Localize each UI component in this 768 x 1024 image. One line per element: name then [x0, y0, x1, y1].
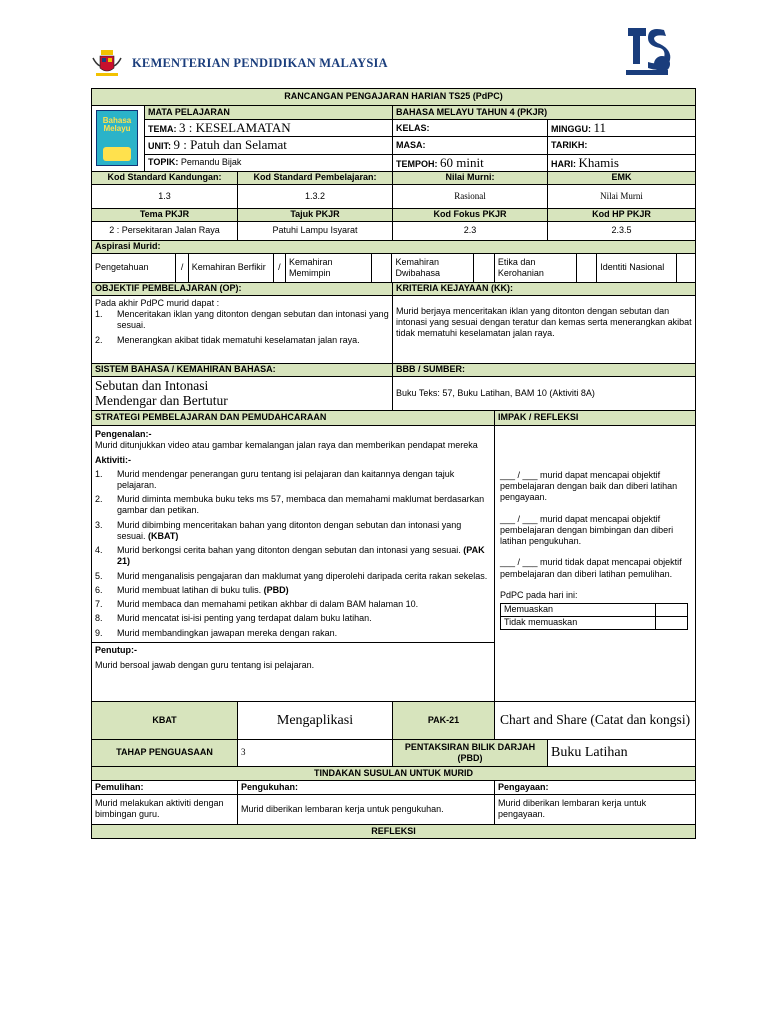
objektif-list	[95, 309, 389, 346]
pak-label: PAK-21	[393, 701, 495, 739]
tindakan-header: Pemulihan:	[92, 780, 238, 794]
aspirasi-check[interactable]	[677, 254, 695, 282]
pdpc-check[interactable]	[656, 617, 688, 630]
aktiviti-label: Aktiviti:-	[95, 455, 131, 466]
tempoh-cell	[393, 154, 548, 171]
strategi-label: STRATEGI PEMBELAJARAN DAN PEMUDAHCARAAN	[92, 410, 495, 425]
tarikh-label: TARIKH:	[548, 137, 696, 154]
sistem-line: Sebutan dan Intonasi	[95, 377, 209, 393]
tindakan-value: Murid melakukan aktiviti dengan bimbingan guru.	[92, 794, 238, 824]
impak-content	[495, 425, 696, 701]
bbb-label: BBB / SUMBER:	[393, 363, 696, 376]
hari-value: Khamis	[578, 154, 619, 170]
aspirasi-item-label: Kemahiran Memimpin	[288, 256, 333, 278]
masa-label: MASA:	[393, 137, 548, 154]
ts25-logo-icon	[620, 22, 674, 82]
impak-paragraph: ___ / ___ murid dapat mencapai objektif pembelajaran dengan baik dan diberi latihan pengayaan.	[500, 469, 678, 503]
tempoh-value: 60 minit	[440, 154, 484, 170]
pkjr-value: 2 : Persekitaran Jalan Raya	[92, 221, 238, 240]
pdpc-option: Memuaskan	[501, 604, 656, 617]
aktiviti-item: 9. Murid membandingkan jawapan mereka dengan rakan.	[95, 627, 338, 638]
kriteria-label: KRITERIA KEJAYAAN (KK):	[393, 282, 696, 295]
minggu-label: MINGGU:	[551, 124, 591, 134]
pkjr-value: 2.3	[393, 221, 548, 240]
unit-cell	[145, 137, 393, 154]
objektif-label: OBJEKTIF PEMBELAJARAN (OP):	[92, 282, 393, 295]
aspirasi-item-label: Kemahiran Dwibahasa	[395, 256, 440, 278]
minggu-value: 11	[593, 120, 607, 135]
pkjr-header: Tema PKJR	[92, 208, 238, 221]
topik-cell	[145, 154, 393, 171]
tindakan-header: Pengukuhan:	[238, 780, 495, 794]
aspirasi-check[interactable]: /	[176, 254, 188, 282]
aktiviti-list	[95, 469, 491, 639]
aktiviti-item: 7. Murid membaca dan memahami petikan akhbar di dalam BAM halaman 10.	[95, 599, 419, 609]
standard-header: Nilai Murni:	[393, 171, 548, 184]
tema-cell	[145, 120, 393, 137]
tahap-value: 3	[238, 739, 393, 766]
objektif-content	[92, 295, 393, 363]
impak-paragraph: ___ / ___ murid dapat mencapai objektif pembelajaran dengan bimbingan dan diberi latihan pengukuhan.	[500, 513, 674, 546]
kbat-label: KBAT	[92, 701, 238, 739]
pengenalan-text: Murid ditunjukkan video atau gambar kemalangan jalan raya dan memberikan pendapat mereka	[95, 440, 478, 450]
objektif-item: 2. Menerangkan akibat tidak mematuhi keselamatan jalan raya.	[95, 334, 360, 345]
aktiviti-item: 2. Murid diminta membuka buku teks ms 57, membaca dan memahami maklumat berdasarkan gambar dan petikan.	[95, 494, 485, 516]
aspirasi-label: Aspirasi Murid:	[92, 240, 696, 253]
bbb-text: Buku Teks: 57, Buku Latihan, BAM 10 (Aktiviti 8A)	[393, 376, 696, 410]
standard-value: 1.3	[92, 184, 238, 208]
unit-value: 9 : Patuh dan Selamat	[173, 137, 287, 153]
tahap-label: TAHAP PENGUASAAN	[92, 739, 238, 766]
aktiviti-item: 3. Murid dibimbing menceritakan bahan yang ditonton dengan sebutan dan intonasi yang sesuai. (KBAT)	[95, 519, 462, 541]
ministry-name: KEMENTERIAN PENDIDIKAN MALAYSIA	[132, 56, 388, 70]
tema-label: TEMA:	[148, 124, 177, 134]
tindakan-value: Murid diberikan lembaran kerja untuk pengukuhan.	[238, 794, 495, 824]
hari-label: HARI:	[551, 158, 576, 169]
standard-value: 1.3.2	[238, 184, 393, 208]
penutup-label: Penutup:-	[95, 644, 137, 655]
aspirasi-item-label: Etika dan Kerohanian	[497, 256, 544, 278]
unit-label: UNIT:	[148, 141, 171, 152]
topik-label: TOPIK:	[148, 157, 179, 167]
pdpc-check[interactable]	[656, 604, 688, 617]
standard-header: Kod Standard Pembelajaran:	[238, 171, 393, 184]
tindakan-label: TINDAKAN SUSULAN UNTUK MURID	[92, 766, 696, 780]
strategi-content	[92, 425, 495, 701]
aktiviti-item: 5. Murid menganalisis pengajaran dan maklumat yang diperolehi daripada cerita rakan sekelas.	[95, 570, 488, 581]
aktiviti-item: 8. Murid mencatat isi-isi penting yang terdapat dalam buku latihan.	[95, 613, 372, 624]
kriteria-text: Murid berjaya menceritakan iklan yang ditonton dengan sebutan dan intonasi yang sesuai dengan teratur dan kemas serta menerangkan akibat tidak mematuhi keselamatan jalan raya.	[393, 295, 696, 363]
aspirasi-item-label: Kemahiran Berfikir	[191, 262, 266, 273]
aspirasi-row	[92, 253, 696, 282]
objektif-intro: Pada akhir PdPC murid dapat :	[95, 297, 220, 308]
aspirasi-item-label: Identiti Nasional	[600, 262, 665, 273]
lesson-plan-table	[91, 88, 696, 839]
sistem-content	[92, 376, 393, 410]
aspirasi-check[interactable]	[371, 254, 391, 282]
page-header	[0, 0, 768, 85]
topik-value: Pemandu Bijak	[180, 157, 242, 167]
standard-value: Rasional	[393, 184, 548, 208]
penutup-text: Murid bersoal jawab dengan guru tentang isi pelajaran.	[95, 660, 315, 670]
standard-header: Kod Standard Kandungan:	[92, 171, 238, 184]
tema-value: 3 : KESELAMATAN	[179, 120, 291, 135]
pkjr-header: Tajuk PKJR	[238, 208, 393, 221]
aspirasi-check[interactable]	[474, 254, 494, 282]
tempoh-label: TEMPOH:	[396, 158, 438, 169]
tindakan-value: Murid diberikan lembaran kerja untuk pengayaan.	[495, 794, 696, 824]
pdpc-label: PdPC pada hari ini:	[500, 589, 578, 600]
pak-value: Chart and Share (Catat dan kongsi)	[495, 701, 696, 739]
pkjr-header: Kod Fokus PKJR	[393, 208, 548, 221]
impak-label: IMPAK / REFLEKSI	[495, 410, 696, 425]
pkjr-header: Kod HP PKJR	[548, 208, 696, 221]
kbat-value: Mengaplikasi	[238, 701, 393, 739]
mata-pelajaran-value: BAHASA MELAYU TAHUN 4 (PKJR)	[393, 106, 696, 120]
pengenalan-label: Pengenalan:-	[95, 428, 152, 439]
standard-header: EMK	[548, 171, 696, 184]
pbd-value: Buku Latihan	[548, 739, 696, 766]
page-title: RANCANGAN PENGAJARAN HARIAN TS25 (PdPC)	[92, 89, 696, 106]
pkjr-value: Patuhi Lampu Isyarat	[238, 221, 393, 240]
tindakan-header: Pengayaan:	[495, 780, 696, 794]
objektif-item: 1. Menceritakan iklan yang ditonton dengan sebutan dan intonasi yang sesuai.	[95, 309, 389, 331]
mata-pelajaran-label: MATA PELAJARAN	[145, 106, 393, 120]
standard-value: Nilai Murni	[548, 184, 696, 208]
pdpc-option: Tidak memuaskan	[501, 617, 656, 630]
aspirasi-check[interactable]: /	[273, 254, 285, 282]
pdpc-table	[500, 603, 688, 630]
sistem-label: SISTEM BAHASA / KEMAHIRAN BAHASA:	[92, 363, 393, 376]
pkjr-value: 2.3.5	[548, 221, 696, 240]
aktiviti-item: 4. Murid berkongsi cerita bahan yang ditonton dengan sebutan dan intonasi yang sesuai. (PAK 21)	[95, 545, 485, 567]
refleksi-label: REFLEKSI	[92, 824, 696, 838]
aktiviti-item: 1. Murid mendengar penerangan guru tentang isi pelajaran dan kaitannya dengan tajuk pelajaran.	[95, 468, 455, 490]
pbd-label: PENTAKSIRAN BILIK DARJAH (PBD)	[393, 739, 548, 766]
aktiviti-item: 6. Murid membuat latihan di buku tulis. (PBD)	[95, 584, 289, 595]
impak-paragraph: ___ / ___ murid tidak dapat mencapai objektif pembelajaran dan diberi latihan pemulihan.	[500, 557, 682, 579]
sistem-line: Mendengar dan Bertutur	[95, 393, 228, 409]
book-cover: Bahasa Melayu	[92, 106, 145, 172]
minggu-cell	[548, 120, 696, 137]
aspirasi-item-label: Pengetahuan	[95, 262, 149, 273]
malaysia-crest-icon	[92, 50, 122, 78]
aspirasi-check[interactable]	[576, 254, 596, 282]
hari-cell	[548, 154, 696, 171]
kelas-label: KELAS:	[393, 120, 548, 137]
